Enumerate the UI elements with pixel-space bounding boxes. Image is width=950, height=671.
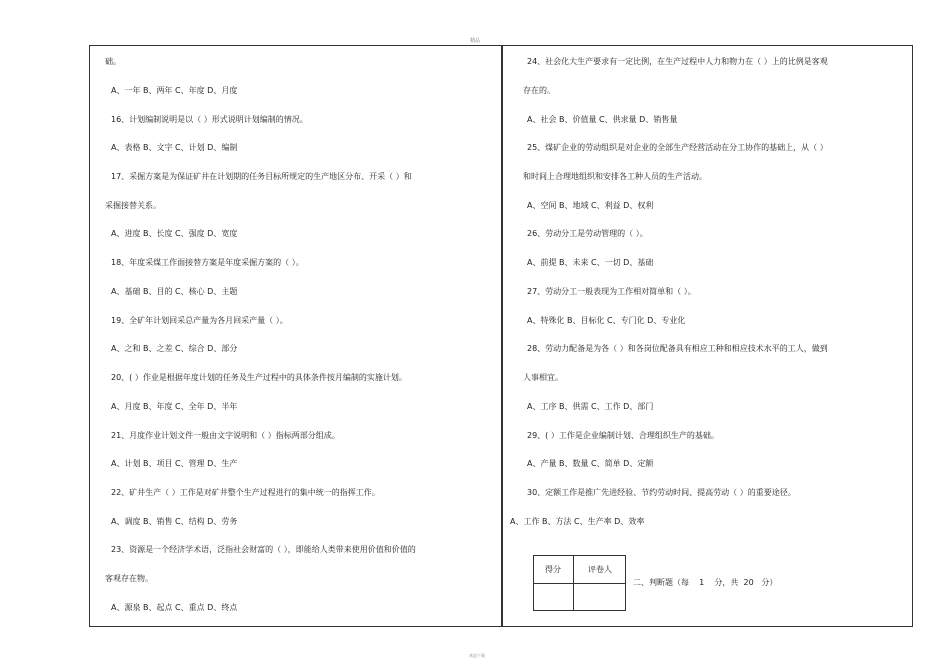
answer-options: A、一年 B、两年 C、年度 D、月度 (111, 86, 238, 95)
question-25: 25、煤矿企业的劳动组织是对企业的全部生产经营活动在分工协作的基础上，从（ ） (527, 143, 828, 152)
answer-options: A、月度 B、年度 C、全年 D、半年 (111, 402, 238, 411)
answer-options: A、工序 B、供需 C、工作 D、部门 (527, 402, 654, 411)
question-19: 19、全矿年计划回采总产量为各月回采产量（ ）。 (111, 316, 288, 325)
answer-options: A、前提 B、未来 C、一切 D、基础 (527, 258, 654, 267)
table-divider (534, 583, 625, 584)
answer-options: A、计划 B、项目 C、管理 D、生产 (111, 459, 238, 468)
answer-options: A、进度 B、长度 C、强度 D、宽度 (111, 229, 238, 238)
question-26: 26、劳动分工是劳动管理的（ ）。 (527, 229, 648, 238)
question-line: 础。 (105, 57, 121, 66)
answer-options: A、基础 B、目的 C、核心 D、主题 (111, 287, 238, 296)
question-line: 和时间上合理地组织和安排各工种人员的生产活动。 (523, 172, 707, 181)
header-watermark: 精品 (469, 38, 480, 44)
question-21: 21、月度作业计划文件一般由文字说明和（ ）指标两部分组成。 (111, 431, 340, 440)
question-line: 采掘接替关系。 (105, 201, 161, 210)
question-line: 人事相宜。 (523, 373, 563, 382)
answer-options: A、特殊化 B、目标化 C、专门化 D、专业化 (527, 316, 686, 325)
answer-options: A、产量 B、数量 C、简单 D、定额 (527, 459, 654, 468)
answer-options: A、工作 B、方法 C、生产率 D、效率 (510, 517, 645, 526)
answer-options: A、调度 B、销售 C、结构 D、劳务 (111, 517, 238, 526)
answer-options: A、表格 B、文字 C、计划 D、编制 (111, 143, 238, 152)
answer-options: A、社会 B、价值量 C、供求量 D、销售量 (527, 115, 678, 124)
question-23: 23、资源是一个经济学术语，泛指社会财富的（ ），即能给人类带来使用价值和价值的 (111, 545, 416, 554)
question-24: 24、社会化大生产要求有一定比例，在生产过程中人力和物力在（ ）上的比例是客观 (527, 57, 828, 66)
question-16: 16、计划编制说明是以（ ）形式说明计划编制的情况。 (111, 115, 308, 124)
score-label: 得分 (545, 565, 561, 574)
question-18: 18、年度采煤工作面接替方案是年度采掘方案的（ ）。 (111, 258, 304, 267)
question-29: 29、( ）工作是企业编制计划、合理组织生产的基础。 (527, 431, 719, 440)
question-28: 28、劳动力配备是为各（ ）和各岗位配备具有相应工种和相应技术水平的工人，做到 (527, 344, 828, 353)
question-22: 22、矿井生产（ ）工作是对矿井整个生产过程进行的集中统一的指挥工作。 (111, 488, 380, 497)
question-30: 30、定额工作是推广先进经验、节约劳动时间、提高劳动（ ）的重要途径。 (527, 488, 796, 497)
column-divider (501, 45, 503, 627)
question-line: 客观存在物。 (105, 574, 153, 583)
question-20: 20、( ）作业是根据年度计划的任务及生产过程中的具体条件按月编制的实施计划。 (111, 373, 407, 382)
footer-watermark: 欢迎下载 (469, 653, 485, 658)
answer-options: A、源泉 B、起点 C、重点 D、终点 (111, 603, 238, 612)
grader-label: 评卷人 (588, 565, 612, 574)
question-line: 存在的。 (523, 86, 555, 95)
question-27: 27、劳动分工一般表现为工作相对简单和（ ）。 (527, 287, 696, 296)
score-table (533, 555, 626, 611)
question-17: 17、采掘方案是为保证矿井在计划期的任务目标所规定的生产地区分布、开采（ ）和 (111, 172, 412, 181)
section-title: 二、判断题（每 1 分，共 20 分） (633, 578, 778, 587)
answer-options: A、空间 B、地域 C、利益 D、权利 (527, 201, 654, 210)
answer-options: A、之和 B、之差 C、综合 D、部分 (111, 344, 238, 353)
